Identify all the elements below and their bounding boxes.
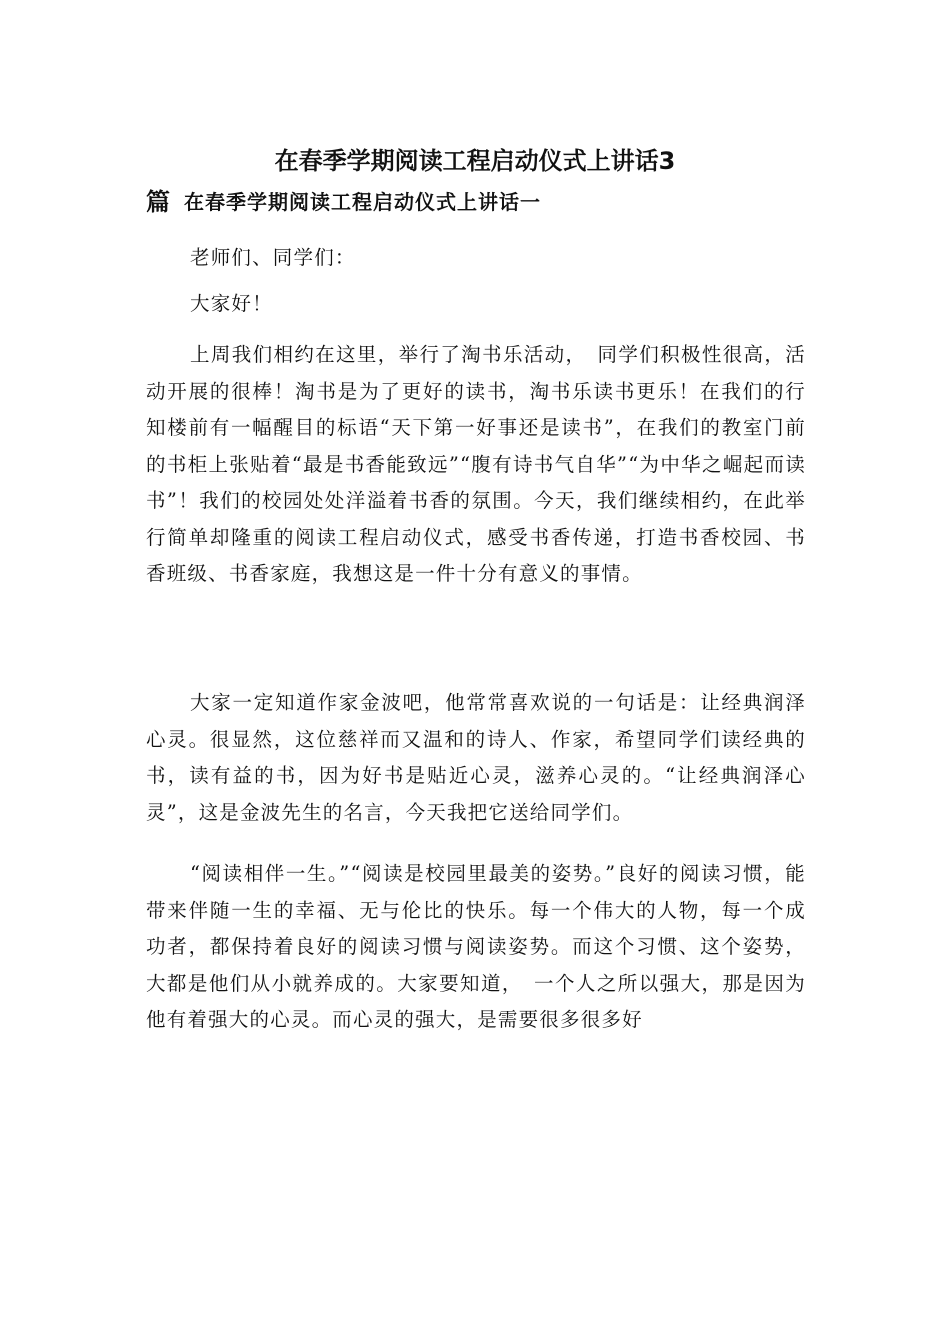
document-title-continuation: 篇	[146, 188, 170, 216]
body-paragraph: 大家一定知道作家金波吧，他常常喜欢说的一句话是：让经典润泽心灵。很显然，这位慈祥而又温和的诗人、作家，希望同学们读经典的书，读有益的书，因为好书是贴近心灵，滋养心灵的。“让经典润泽心灵”，这是金波先生的名言，今天我把它送给同学们。	[146, 691, 806, 824]
document-title: 在春季学期阅读工程启动仪式上讲话3	[274, 147, 676, 175]
hello-paragraph: 大家好！	[190, 292, 273, 315]
greeting-paragraph: 老师们、同学们：	[190, 246, 356, 269]
body-paragraph: 上周我们相约在这里，举行了淘书乐活动， 同学们积极性很高，活动开展的很棒！淘书是为了更好的读书，淘书乐读书更乐！在我们的行知楼前有一幅醒目的标语“天下第一好事还是读书”，在我们的教室门前的书柜上张贴着“最是书香能致远”“腹有诗书气自华”“为中华之崛起而读书”！我们的校园处处洋溢着书香的氛围。今天，我们继续相约，在此举行简单却隆重的阅读工程启动仪式，感受书香传递，打造书香校园、书香班级、书香家庭，我想这是一件十分有意义的事情。	[146, 343, 806, 585]
document-subtitle: 在春季学期阅读工程启动仪式上讲话一	[184, 190, 541, 214]
body-paragraph: “阅读相伴一生。”“阅读是校园里最美的姿势。”良好的阅读习惯，能带来伴随一生的幸福、无与伦比的快乐。每一个伟大的人物，每一个成功者，都保持着良好的阅读习惯与阅读姿势。而这个习惯、这个姿势，大都是他们从小就养成的。大家要知道， 一个人之所以强大，那是因为他有着强大的心灵。而心灵的强大，是需要很多很多好	[146, 862, 806, 1031]
